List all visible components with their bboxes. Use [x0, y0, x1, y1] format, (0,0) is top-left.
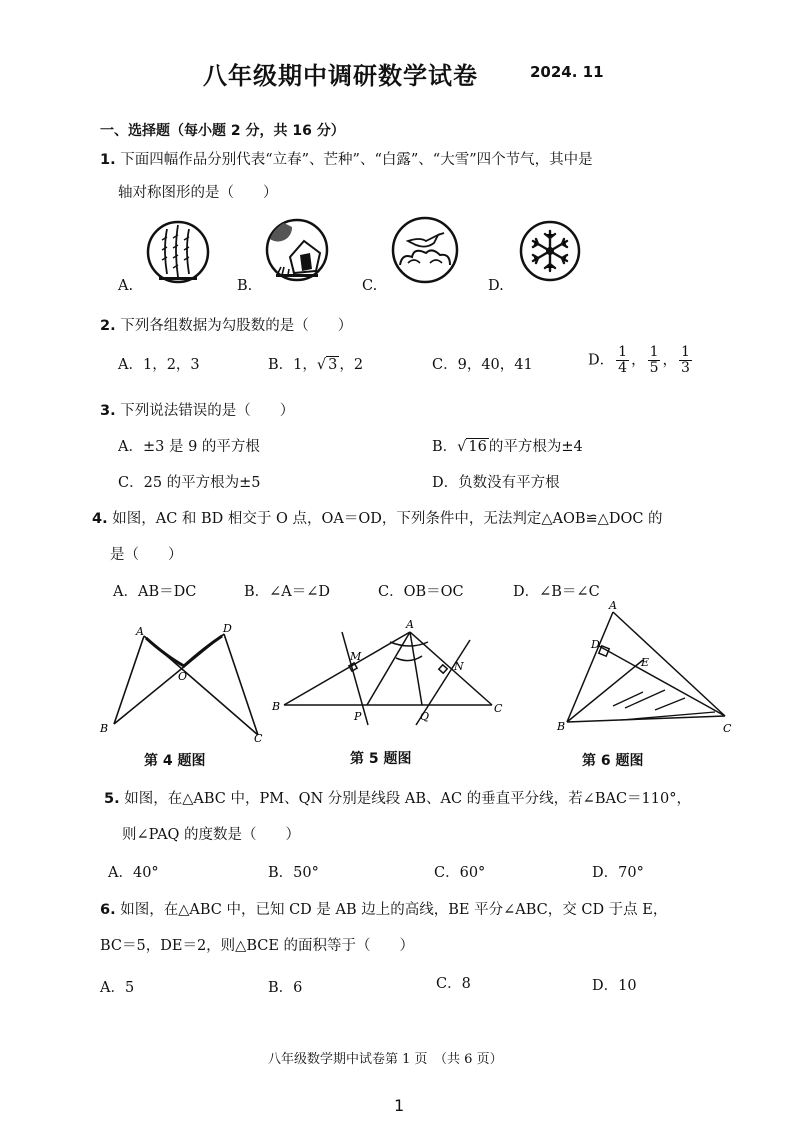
option-b: B．6: [268, 980, 303, 996]
point-m-label: M: [350, 650, 362, 663]
fraction: $\frac{1}{5}$: [649, 344, 659, 376]
question-number: 1.: [100, 152, 116, 168]
question-text: 下面四幅作品分别代表“立春”、芒种”、“白露”、“大雪”四个节气，其中是: [120, 152, 593, 168]
option-b-label: B.: [237, 278, 253, 294]
option-c: C．25 的平方根为±5: [118, 475, 261, 491]
question-text: 如图，在△ABC 中，已知 CD 是 AB 边上的高线，BE 平分∠ABC，交 CD 于点 E，: [120, 902, 668, 918]
page-footer: 八年级数学期中试卷第 1 页 （共 6 页）: [268, 1052, 503, 1067]
point-q-label: Q: [420, 710, 430, 723]
point-p-label: P: [354, 710, 362, 723]
figure-4-caption: 第 4 题图: [144, 753, 206, 769]
option-b: B．∠A＝∠D: [244, 584, 331, 600]
question-text: 如图，在△ABC 中，PM、QN 分别是线段 AB、AC 的垂直平分线，若∠BAC＝110°，: [124, 791, 691, 807]
point-n-label: N: [454, 660, 464, 673]
option-a: A．40°: [108, 865, 159, 881]
option-a: A．5: [100, 980, 135, 996]
point-b-label: B: [272, 700, 281, 713]
option-b: B．√ 16 的平方根为±4: [432, 439, 583, 455]
question-number: 3.: [100, 403, 116, 419]
page-number: 1: [394, 1096, 405, 1115]
point-d-label: D: [223, 622, 232, 635]
option-a: A．AB＝DC: [113, 584, 197, 600]
section-heading: 一、选择题（每小题 2 分，共 16 分）: [100, 123, 345, 139]
point-d-label: D: [591, 638, 600, 651]
option-b: B．1，√ 3 ，2: [268, 357, 364, 373]
option-d: D．70°: [592, 865, 644, 881]
question-text: 下列各组数据为勾股数的是（ ）: [120, 318, 353, 334]
figure-6-diagram: [555, 598, 740, 743]
solar-term-lichun-image: [145, 219, 211, 285]
sqrt-expression: √ 16: [457, 439, 487, 455]
solar-term-mangzhong-image: [264, 217, 330, 283]
point-c-label: C: [254, 732, 263, 745]
point-a-label: A: [406, 620, 414, 631]
exam-date: 2024. 11: [530, 63, 604, 81]
option-d: D．10: [592, 978, 637, 994]
figure-4-diagram: [96, 622, 276, 747]
solar-term-daxue-image: [518, 219, 582, 283]
figure-5-diagram: [270, 620, 510, 730]
question-number: 5.: [104, 791, 120, 807]
question-number: 4.: [92, 511, 108, 527]
fraction: $\frac{1}{3}$: [680, 344, 690, 376]
point-b-label: B: [100, 722, 109, 735]
sqrt-expression: √ 3: [316, 357, 338, 373]
option-d-label: D.: [488, 278, 504, 294]
option-c: C．8: [436, 976, 471, 992]
question-text: 下列说法错误的是（ ）: [120, 403, 295, 419]
question-text-continued: 轴对称图形的是（ ）: [118, 185, 278, 201]
fraction: $\frac{1}{4}$: [618, 344, 628, 376]
option-c: C．60°: [434, 865, 486, 881]
point-e-label: E: [641, 656, 650, 669]
question-number: 6.: [100, 902, 116, 918]
option-c-label: C.: [362, 278, 378, 294]
option-c: C．9，40，41: [432, 357, 533, 373]
question-text-continued: 是（ ）: [110, 547, 183, 563]
option-d: D．∠B＝∠C: [513, 584, 600, 600]
question-text-continued: 则∠PAQ 的度数是（ ）: [122, 827, 301, 843]
option-d: D．负数没有平方根: [432, 475, 560, 491]
option-a: A．±3 是 9 的平方根: [118, 439, 260, 455]
option-d: D． $\frac{1}{4}$ ， $\frac{1}{5}$ ， $\frac{1}{3}$: [588, 344, 690, 376]
option-b: B．50°: [268, 865, 319, 881]
point-b-label: B: [557, 720, 566, 733]
page-title: 八年级期中调研数学试卷: [203, 62, 478, 90]
option-c: C．OB＝OC: [378, 584, 464, 600]
option-a: A．1，2，3: [118, 357, 200, 373]
option-a-label: A.: [118, 278, 134, 294]
question-text-continued: BC＝5，DE＝2，则△BCE 的面积等于（ ）: [100, 938, 415, 954]
point-a-label: A: [609, 599, 617, 612]
question-number: 2.: [100, 318, 116, 334]
point-a-label: A: [136, 625, 144, 638]
point-c-label: C: [494, 702, 503, 715]
figure-6-caption: 第 6 题图: [582, 753, 644, 769]
point-o-label: O: [178, 670, 188, 683]
solar-term-bailu-image: [390, 215, 460, 285]
point-c-label: C: [723, 722, 732, 735]
figure-5-caption: 第 5 题图: [350, 751, 412, 767]
question-text: 如图，AC 和 BD 相交于 O 点，OA＝OD，下列条件中，无法判定△AOB≌△DOC 的: [112, 511, 663, 527]
